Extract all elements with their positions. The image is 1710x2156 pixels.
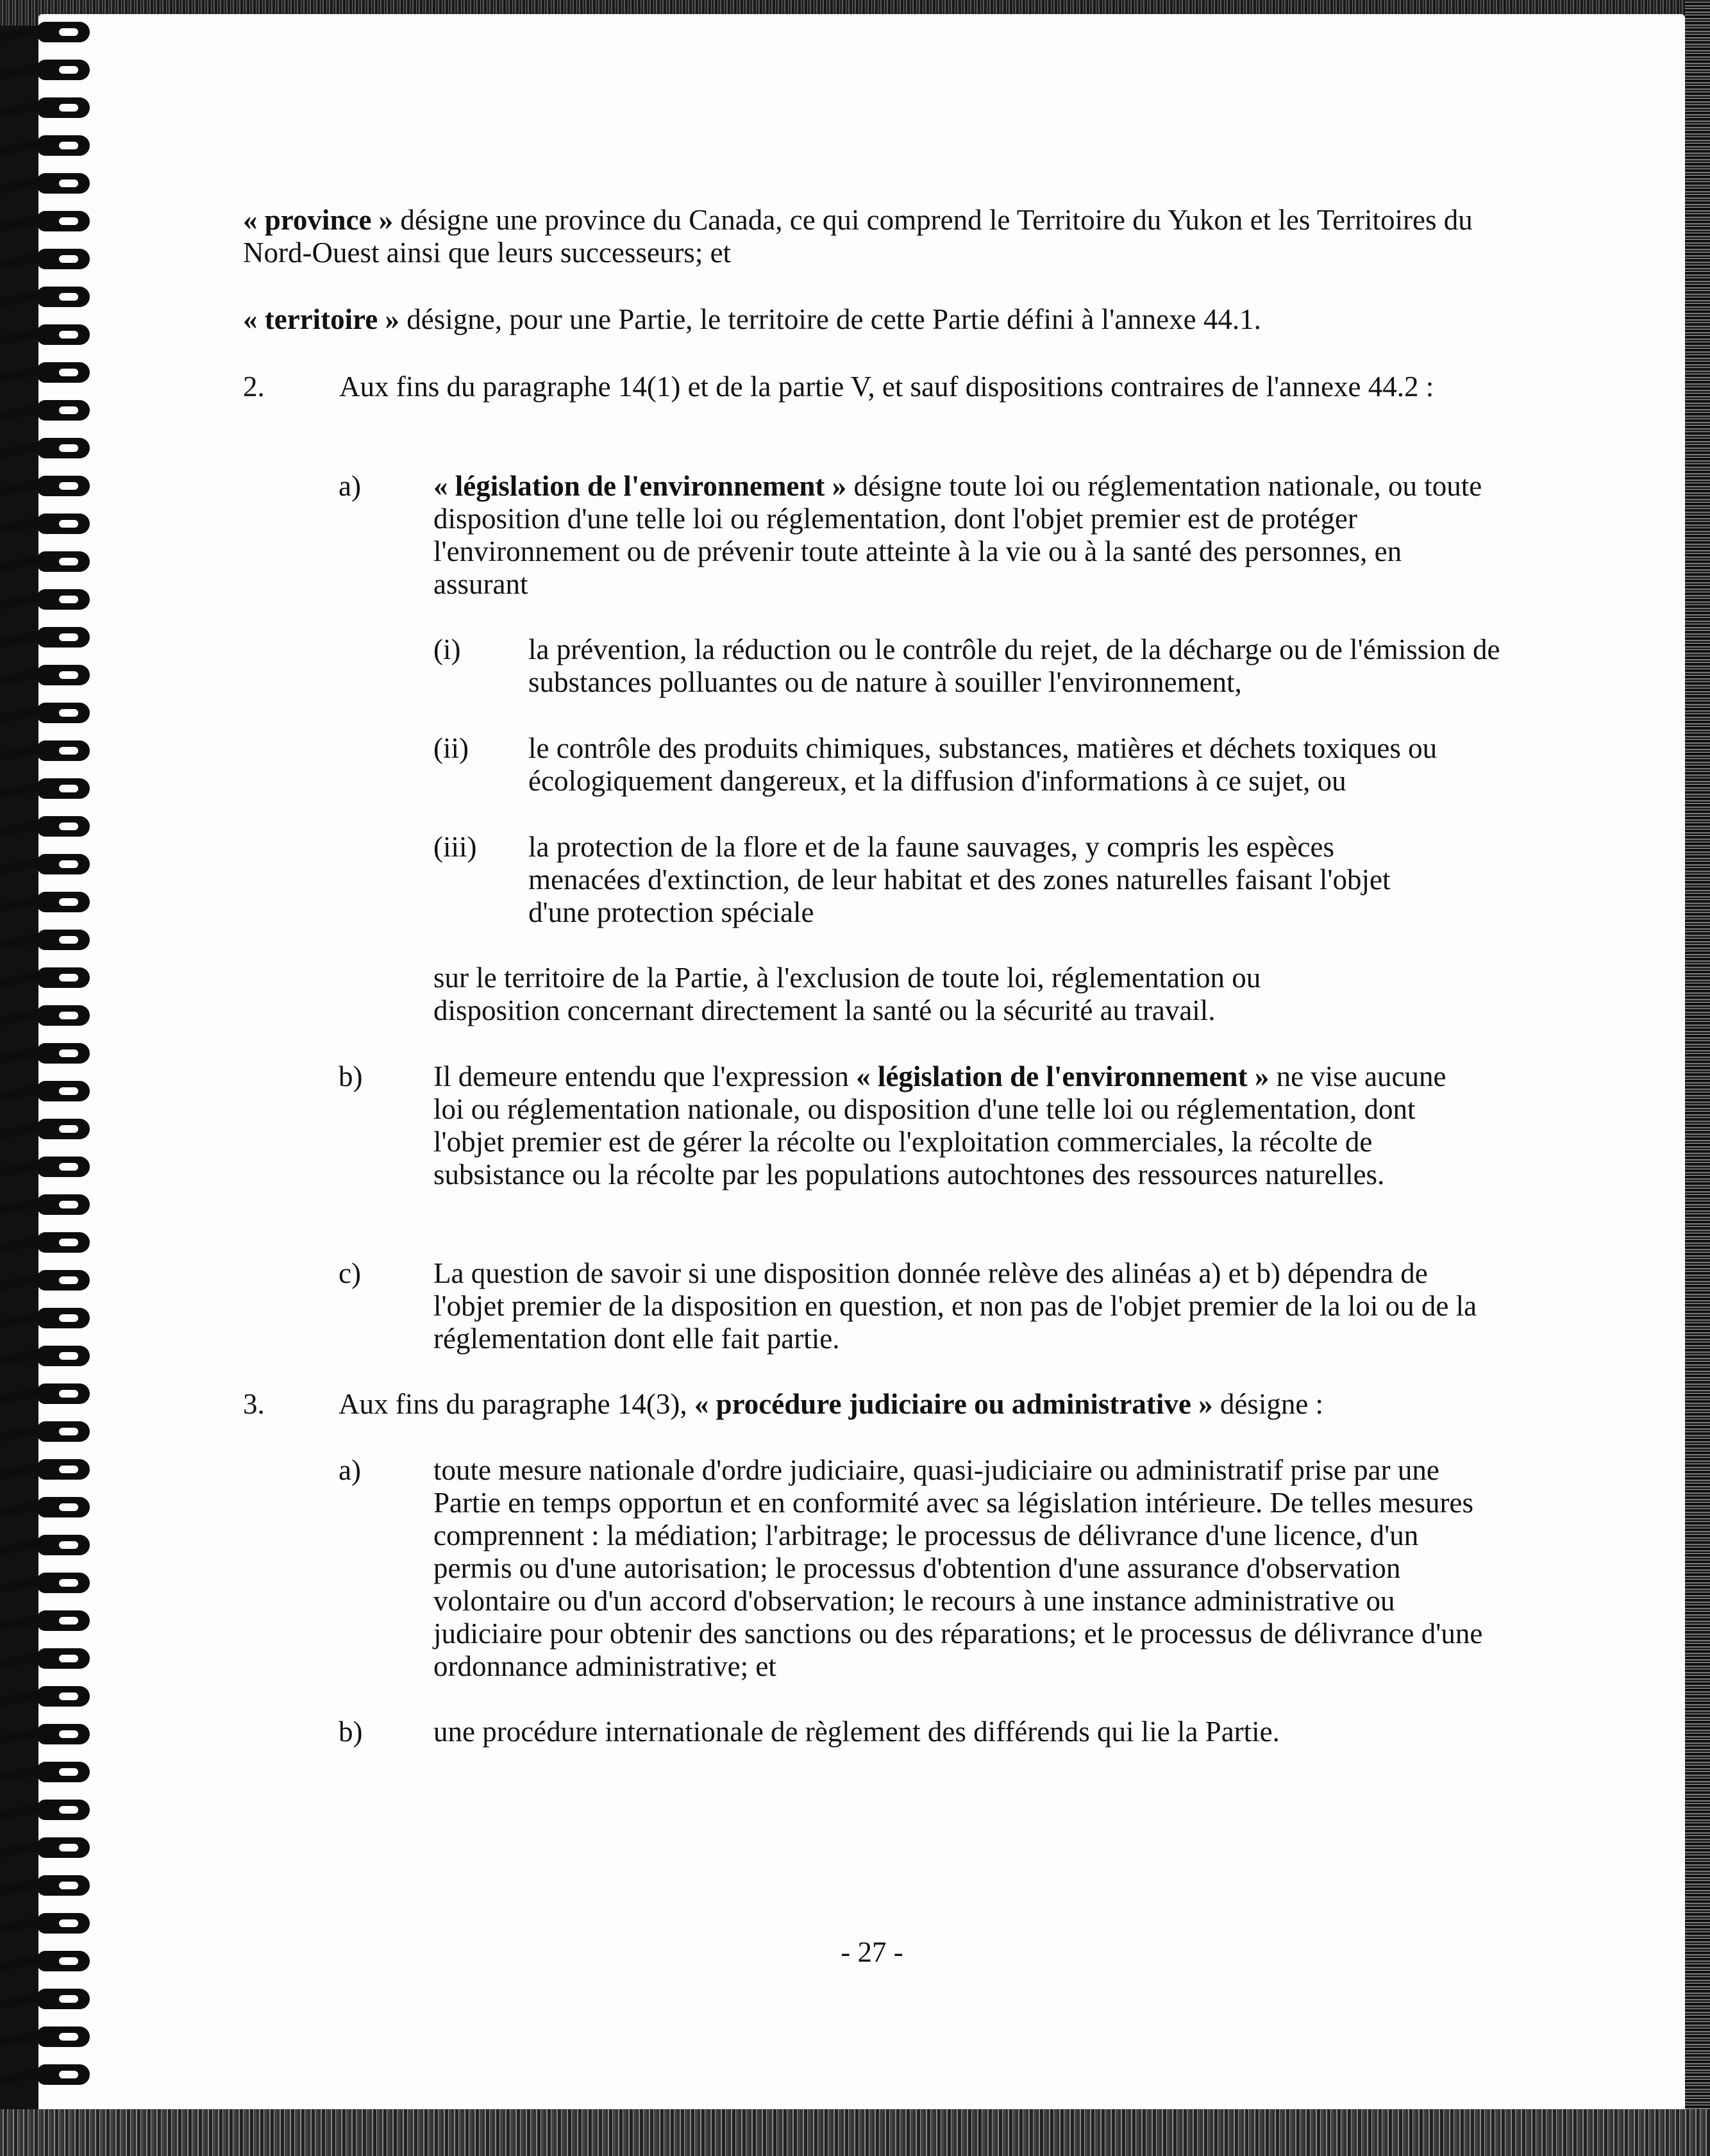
paragraph-2a [433, 470, 1498, 601]
subitem-text: la prévention, la réduction ou le contrôle du rejet, de la décharge ou de l'émission de substances polluantes ou de nature à souiller l'environnement, [528, 633, 1500, 698]
item-label: b) [339, 1716, 363, 1748]
term-territoire: « territoire » [243, 303, 400, 335]
paragraph-text: Il demeure entendu que l'expression [433, 1060, 857, 1092]
section-number: 3. [243, 1388, 265, 1420]
definition-province [243, 204, 1500, 269]
subitem-label: (iii) [433, 831, 477, 863]
paragraph-text: ne vise aucune loi ou réglementation nationale, ou disposition d'une telle loi ou réglementation, dont l'objet premier est de gérer la récolte ou l'exploitation commerciales, la récolte de subsistance ou la récolte par les populations autochtones des ressources naturelles. [433, 1060, 1446, 1191]
paragraph-2b [433, 1060, 1472, 1191]
section-3-intro [339, 1388, 1505, 1421]
item-label: a) [339, 1454, 361, 1486]
term-procedure: « procédure judiciaire ou administrative » [694, 1388, 1213, 1420]
paragraph-3a: toute mesure nationale d'ordre judiciaire, quasi-judiciaire ou administratif prise par une Partie en temps opportun et en conformité avec sa législation intérieure. De telles mesures comprennent : la médiation; l'arbitrage; le processus de délivrance d'une licence, d'un permis ou d'une autorisation; le processus d'obtention d'une assurance d'observation volontaire ou d'un accord d'observation; le recours à une instance administrative ou judiciaire pour obtenir des sanctions ou des réparations; et le processus de délivrance d'une ordonnance administrative; et [433, 1454, 1483, 1682]
paragraph-text: Aux fins du paragraphe 14(3), [339, 1388, 694, 1420]
paragraph-2a-closing: sur le territoire de la Partie, à l'exclusion de toute loi, réglementation ou disposition concernant directement la santé ou la sécurité au travail. [433, 962, 1261, 1026]
section-number: 2. [243, 371, 265, 403]
definition-territoire [243, 303, 1500, 336]
item-label: c) [339, 1257, 361, 1289]
paragraph-2c: La question de savoir si une disposition donnée relève des alinéas a) et b) dépendra de l'objet premier de la disposition en question, et non pas de l'objet premier de la loi ou de la réglementation dont elle fait partie. [433, 1257, 1477, 1355]
section-2-intro: Aux fins du paragraphe 14(1) et de la partie V, et sauf dispositions contraires de l'annexe 44.2 : [339, 371, 1434, 403]
page-number: - 27 - [841, 1936, 903, 1968]
item-label: a) [339, 470, 361, 502]
subitem-text: le contrôle des produits chimiques, substances, matières et déchets toxiques ou écologiquement dangereux, et la diffusion d'informations à ce sujet, ou [528, 732, 1438, 797]
paragraph-text: désigne : [1212, 1388, 1324, 1420]
paragraph-text: désigne toute loi ou réglementation nationale, ou toute disposition d'une telle loi ou réglementation, dont l'objet premier est de protéger l'environnement ou de prévenir toute atteinte à la vie ou à la santé des personnes, en assurant [433, 470, 1482, 600]
definition-text: désigne une province du Canada, ce qui comprend le Territoire du Yukon et les Territoires du Nord-Ouest ainsi que leurs successeurs; et [243, 204, 1473, 269]
term-legislation: « législation de l'environnement » [433, 470, 847, 502]
term-province: « province » [243, 204, 394, 236]
definition-text: désigne, pour une Partie, le territoire de cette Partie défini à l'annexe 44.1. [399, 303, 1261, 335]
paragraph-3b: une procédure internationale de règlement des différends qui lie la Partie. [433, 1716, 1280, 1748]
subitem-label: (ii) [433, 732, 469, 764]
subitem-label: (i) [433, 633, 461, 665]
term-legislation: « législation de l'environnement » [856, 1060, 1270, 1092]
item-label: b) [339, 1060, 363, 1092]
subitem-text: la protection de la flore et de la faune sauvages, y compris les espèces menacées d'extinction, de leur habitat et des zones naturelles faisant l'objet d'une protection spéciale [528, 831, 1391, 928]
